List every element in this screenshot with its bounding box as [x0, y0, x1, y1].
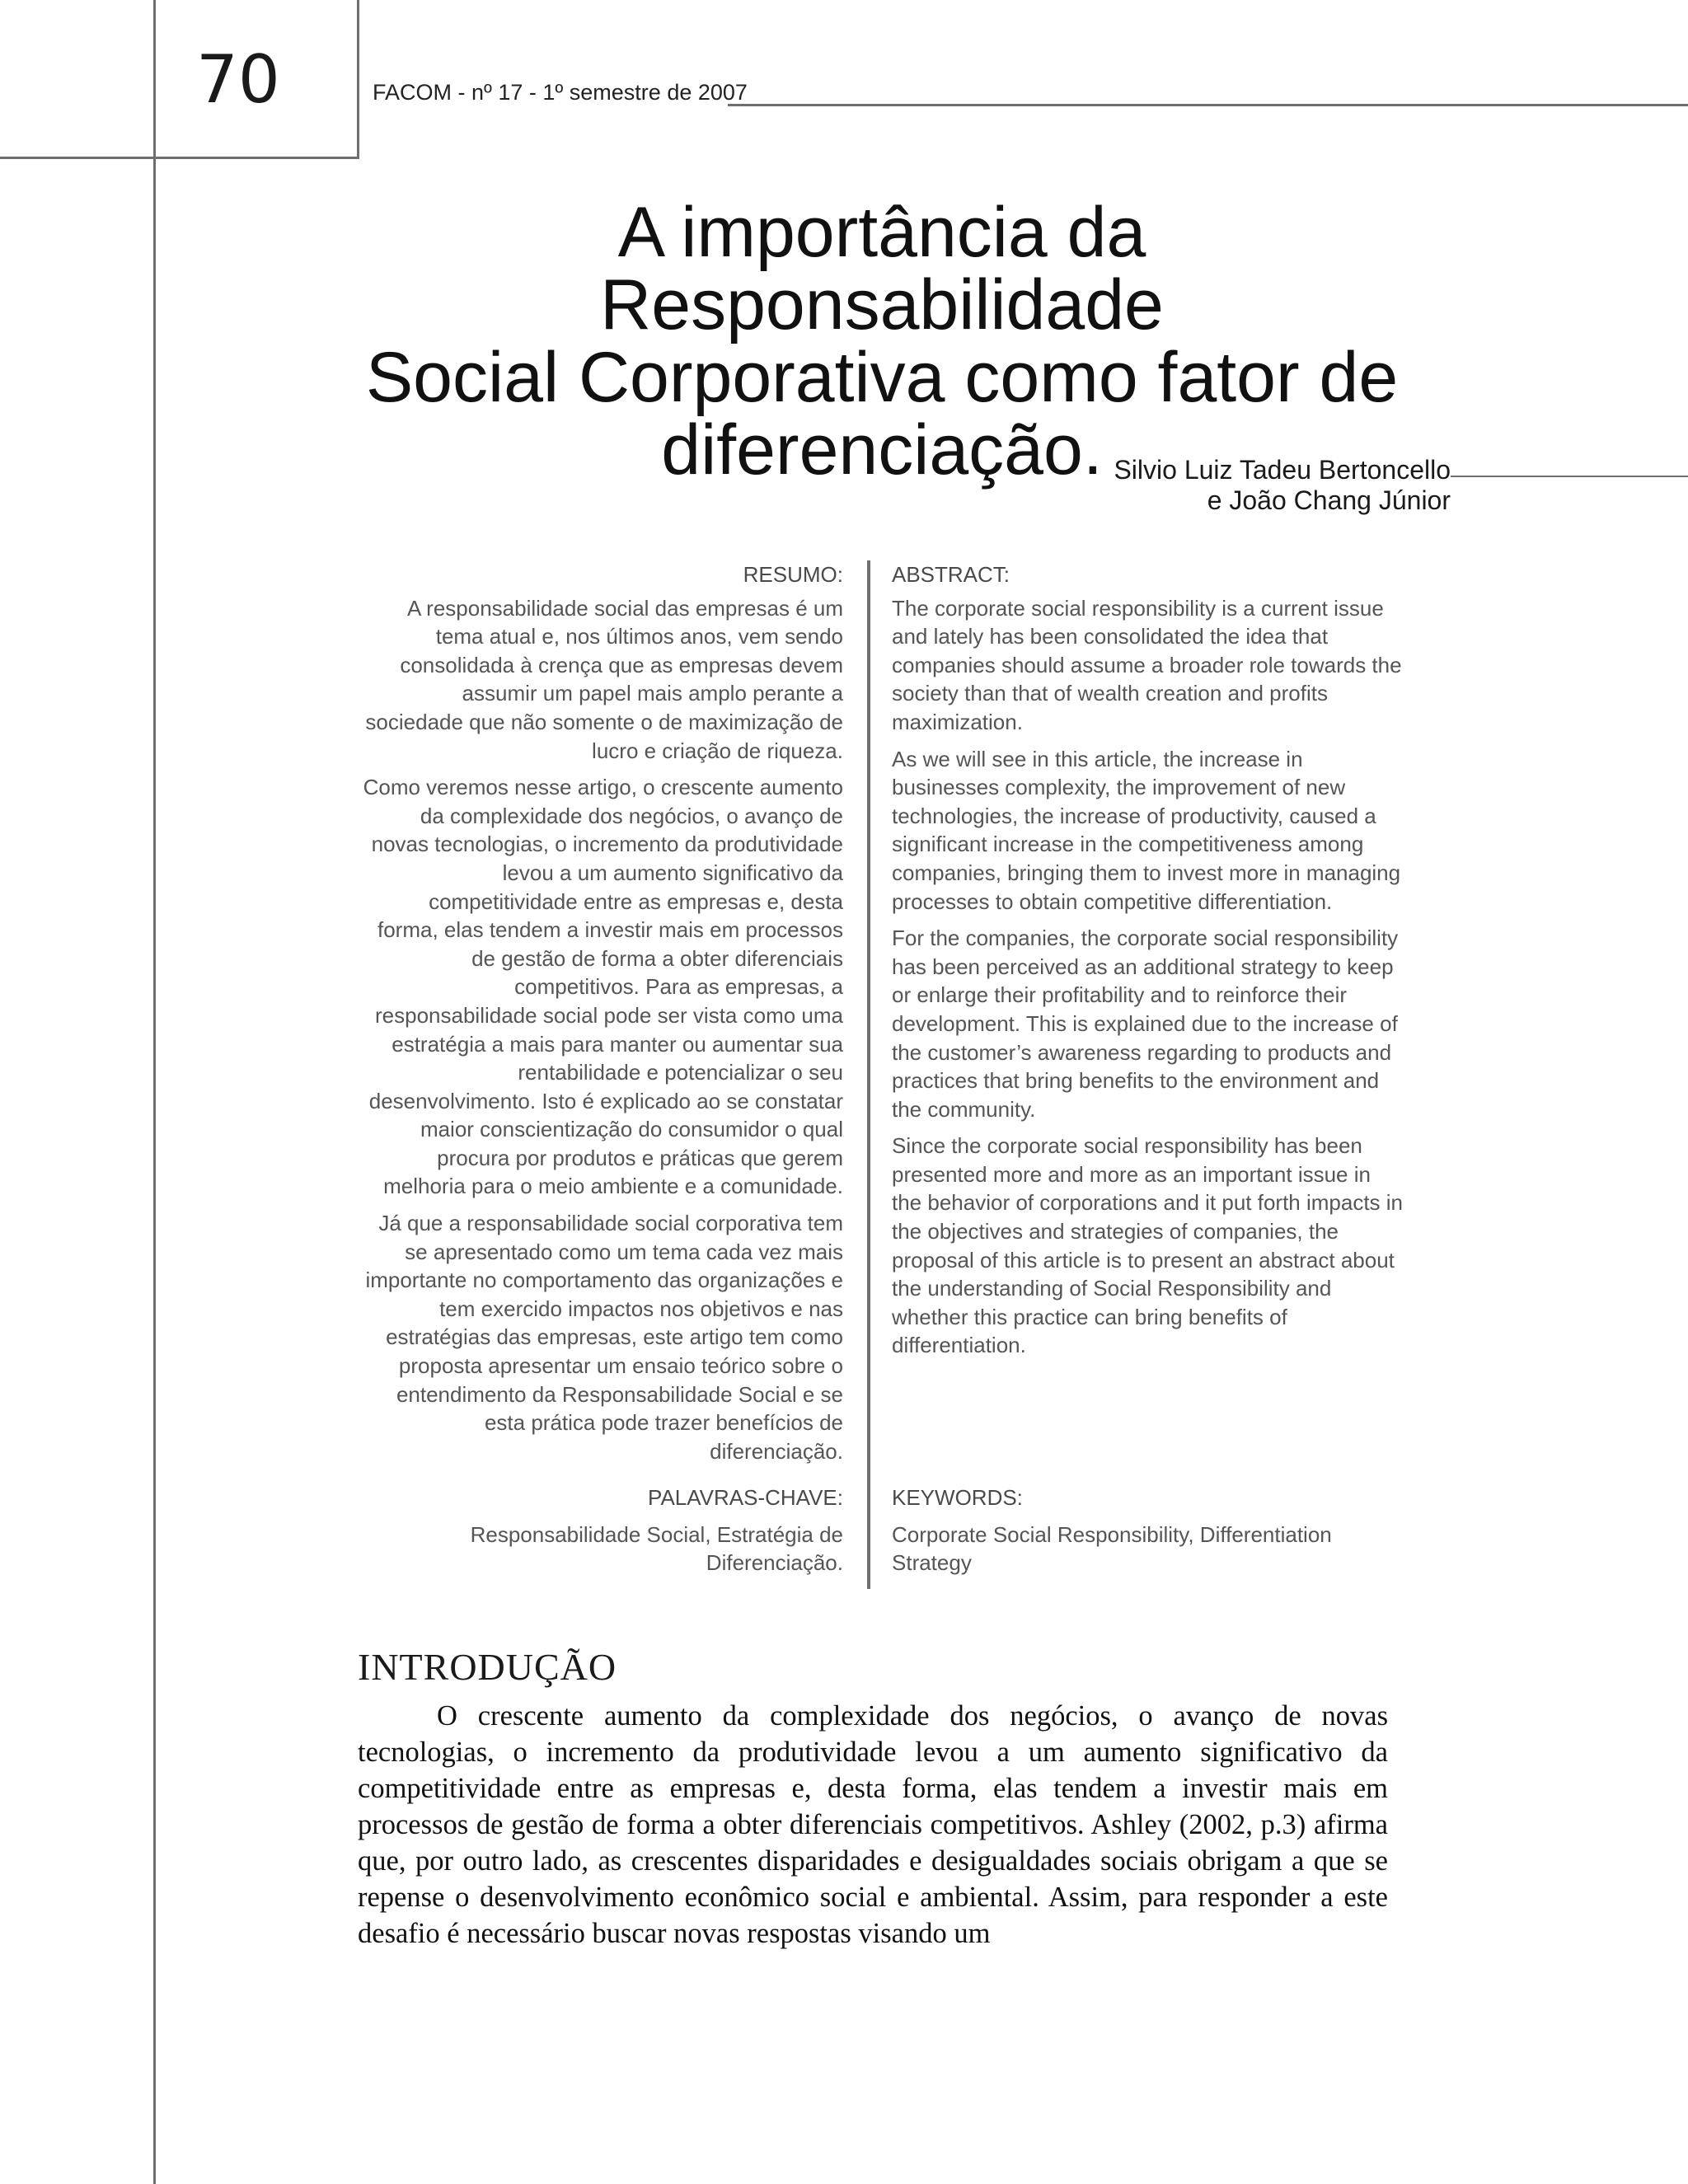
- abstract-column: [892, 560, 1403, 1368]
- resumo-heading: RESUMO:: [743, 562, 843, 587]
- frame-horizontal-header-line: [0, 157, 359, 159]
- abstract-heading: ABSTRACT:: [892, 562, 1010, 587]
- abstract-paragraph: As we will see in this article, the increase in businesses complexity, the improvement of new technologies, the increase of productivity, caused a significant increase in the competitiveness among companies, bringing them to invest more in managing processes to obtain competitive differentiation.: [892, 746, 1401, 914]
- column-divider: [867, 560, 870, 1589]
- resumo-column: [363, 560, 843, 1474]
- author-line: Silvio Luiz Tadeu Bertoncello: [1114, 455, 1451, 485]
- keywords-block: [892, 1483, 1403, 1577]
- title-line: diferenciação.: [661, 410, 1103, 490]
- palavras-chave-heading: PALAVRAS-CHAVE:: [648, 1485, 843, 1510]
- title-line: Social Corporativa como fator de: [365, 338, 1399, 417]
- abstract-paragraph: Since the corporate social responsibility has been presented more and more as an important issue in the behavior of corporations and it put forth impacts in the objectives and strategies of companies, the proposal of this article is to present an abstract about the understanding of Social Responsibility and whether this practice can bring benefits of differentiation.: [892, 1133, 1404, 1358]
- abstract-paragraph: For the companies, the corporate social responsibility has been perceived as an additional strategy to keep or enlarge their profitability and to reinforce their development. This is explained due to the increase of the customer’s awareness regarding to products and practices that bring benefits to the environment and the community.: [892, 926, 1399, 1122]
- introduction-heading: INTRODUÇÃO: [358, 1646, 617, 1688]
- frame-vertical-left-line: [153, 0, 156, 2184]
- frame-vertical-header-line: [357, 0, 359, 158]
- resumo-paragraph: A responsabilidade social das empresas é um tema atual e, nos últimos anos, vem sendo consolidada à crença que as empresas devem assumir um papel mais amplo perante a sociedade que não somente o de maximização de lucro e criação de riqueza.: [365, 595, 843, 763]
- running-head: FACOM - nº 17 - 1º semestre de 2007: [373, 80, 748, 105]
- resumo-paragraph: Já que a responsabilidade social corporativa tem se apresentado como um tema cada vez mais importante no comportamento das organizações e tem exercido impactos nos objetivos e nas estratégias das empresas, este artigo tem como proposta apresentar um ensaio teórico sobre o entendimento da Responsabilidade Social e se esta prática pode trazer benefícios de diferenciação.: [365, 1211, 843, 1464]
- author-line: e João Chang Júnior: [1207, 485, 1451, 515]
- running-head-rule: [728, 104, 1688, 106]
- title-line: A importância da Responsabilidade: [600, 193, 1164, 344]
- palavras-chave-text: Responsabilidade Social, Estratégia de Diferenciação.: [470, 1521, 843, 1576]
- keywords-text: Corporate Social Responsibility, Differentiation Strategy: [892, 1521, 1332, 1576]
- palavras-chave-block: [363, 1483, 843, 1577]
- author-rule: [1451, 476, 1688, 477]
- introduction-paragraph: O crescente aumento da complexidade dos negócios, o avanço de novas tecnologias, o incremento da produtividade levou a um aumento significativo da competitividade entre as empresas e, desta forma, elas tendem a investir mais em processos de gestão de forma a obter diferenciais competitivos. Ashley (2002, p.3) afirma que, por outro lado, as crescentes disparidades e desigualdades sociais obrigam a que se repense o desenvolvimento econômico social e ambiental. Assim, para responder a este desafio é necessário buscar novas respostas visando um: [358, 1700, 1388, 1949]
- keywords-heading: KEYWORDS:: [892, 1485, 1023, 1510]
- resumo-paragraph: Como veremos nesse artigo, o crescente aumento da complexidade dos negócios, o avanço de novas tecnologias, o incremento da produtividade levou a um aumento significativo da competitividade entre as empresas e, desta forma, elas tendem a investir mais em processos de gestão de forma a obter diferenciais competitivos. Para as empresas, a responsabilidade social pode ser vista como uma estratégia a mais para manter ou aumentar sua rentabilidade e potencializar o seu desenvolvimento. Isto é explicado ao se constatar maior conscientização do consumidor o qual procura por produtos e práticas que gerem melhoria para o meio ambiente e a comunidade.: [363, 775, 843, 1199]
- article-title: [330, 193, 1434, 490]
- authors: [1114, 455, 1451, 516]
- abstract-paragraph: The corporate social responsibility is a current issue and lately has been consolidated the idea that companies should assume a broader role towards the society than that of wealth creation and profits maximization.: [892, 595, 1402, 734]
- page-number: 70: [196, 41, 280, 118]
